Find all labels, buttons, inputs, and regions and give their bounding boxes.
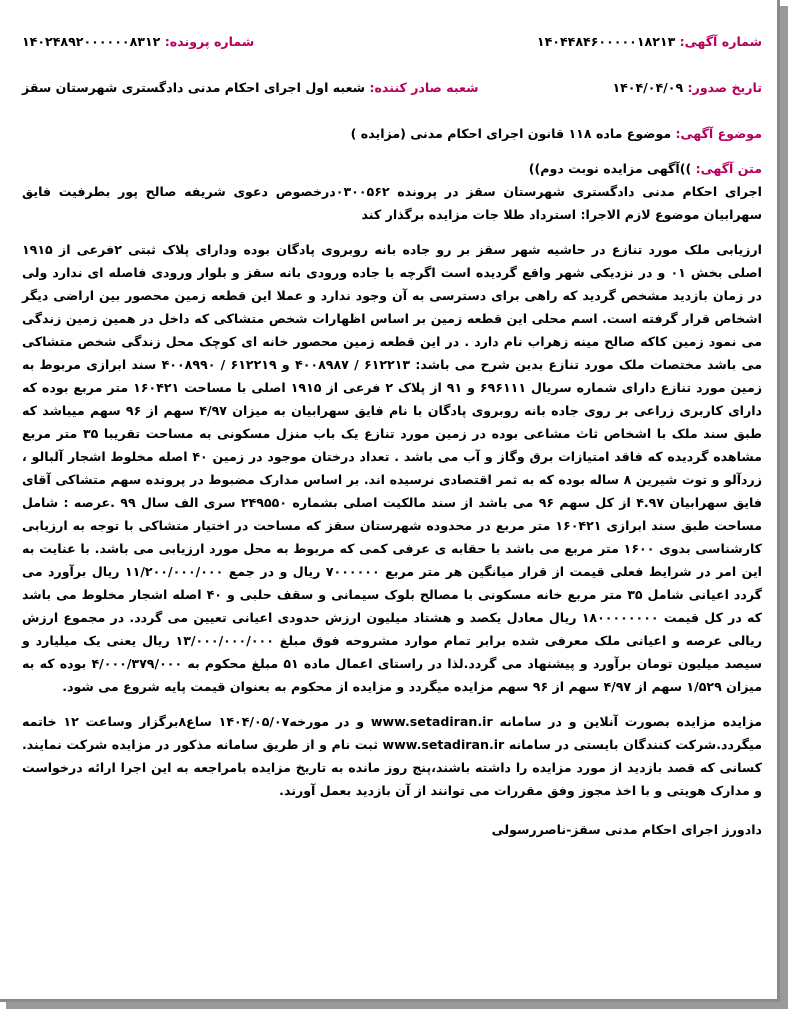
- issuer: [22, 76, 478, 100]
- case-number-value: ۱۴۰۲۴۸۹۲۰۰۰۰۰۰۸۳۱۲: [22, 34, 161, 49]
- auction-details-paragraph: مزایده مزایده بصورت آنلاین و در سامانه www.setadiran.ir و در مورخه۱۴۰۴/۰۵/۰۷ ساع۸برگزار وساعت ۱۲ خاتمه میگردد.شرکت کنندگان بایستی در سامانه www.setadiran.ir ثبت نام و از طریق سامانه مذکور در مزایده شرکت نمایند. کسانی که قصد بازدید از مورد مزایده را داشته باشند،پنج روز مانده به تاریخ مزایده بامراجعه به این اجرا ارائه درخواست و مدارک هویتی و با اخذ مجوز وفق مقررات می توانند از آن بازدید بعمل آورند.: [22, 714, 763, 798]
- issue-date-value: ۱۴۰۴/۰۴/۰۹: [612, 80, 684, 95]
- issue-date: [612, 76, 762, 100]
- issuer-value: شعبه اول اجرای احکام مدنی دادگستری شهرستان سقز: [22, 80, 366, 95]
- notice-number-value: ۱۴۰۴۴۸۴۶۰۰۰۰۰۱۸۲۱۳: [536, 34, 676, 49]
- body-title-value: ))آگهی مزایده نوبت دوم)): [528, 161, 692, 176]
- notice-content: [22, 30, 762, 841]
- appraisal-paragraph: ارزیابی ملک مورد تنازع در حاشیه شهر سقز بر رو جاده بانه روبروی پادگان بوده ودارای پلاک ثبتی ۲فرعی از ۱۹۱۵ اصلی بخش ۰۱ و در نزدیکی شهر واقع گردیده است اگرچه با جاده ورودی بانه سقز و بلوار ورودی فاصله ای ندارد ولی در زمان بازدید مشخص گردید که راهی برای دسترسی به آن وجود ندارد و عملا این قطعه زمین محصور بین اراضی دیگر اشخاص قرار گرفته است. اسم محلی این قطعه زمین بر اساس اظهارات شخص متشاکی که داخل در همین زمین زندگی می نمود زمین کاکه صالح مینه زهراب نام دارد . در این قطعه زمین محصور خانه ای کوچک محل زندگی شخص متشاکی می باشد مختصات ملک مورد تنازع بدین شرح می باشد: ۶۱۲۲۱۳ / ۴۰۰۸۹۸۷ و ۶۱۲۲۱۹ / ۴۰۰۸۹۹۰ سند ابرازی مربوط به زمین مورد تنازع دارای شماره سریال ۶۹۶۱۱۱ و ۹۱ از پلاک ۲ فرعی از ۱۹۱۵ اصلی با مساحت ۱۶۰۴۲۱ متر مربع بوده که دارای کاربری زراعی بر روی جاده بانه روبروی پادگان با نام فایق سهرابیان به میزان ۴/۹۷ سهم از ۹۶ سهم میباشد که طبق سند ملک با اشخاص ثاث مشاعی بوده در زمین مورد تنازع یک باب منزل مسکونی به مساحت تقریبا ۳۵ متر مربع مشاهده گردیده که فاقد امتیازات برق وگاز و آب می باشد . تعداد درختان موجود در زمین ۴۰ اصله مخلوط اشجار آلبالو ، زردآلو و توت شیرین ۸ ساله بوده که به ثمر اقتصادی نرسیده اند. بر اساس مدارک مضبوط در پرونده سهم متشاکی آقای فایق سهرابیان ۴.۹۷ از کل سهم ۹۶ می باشد از سند مالکیت اصلی بشماره ۲۴۹۵۵۰ سری الف سال ۹۹ .عرصه : شامل مساحت طبق سند ابرازی ۱۶۰۴۲۱ متر مربع در محدوده شهرستان سقز که مساحت در اختیار متشاکی با توجه به ارزیابی کارشناسی بدوی ۱۶۰۰ متر مربع می باشد با حقابه ی عرفی کمی که مربوط به محل مورد ارزیابی می باشد. با عنایت به این امر در شرایط فعلی قیمت از قرار میانگین هر متر مربع ۷۰۰۰۰۰۰ ریال و در جمع ۱۱/۲۰۰/۰۰۰/۰۰۰ ریال برآورد می گردد اعیانی شامل ۳۵ متر مربع خانه مسکونی با مصالح بلوک سیمانی و سقف حلبی و ۴۰ اصله اشجار مخلوط می باشد که در کل قیمت ۱۸۰۰۰۰۰۰۰۰ ریال معادل یکصد و هشتاد میلیون ارزش حدودی اعیانی تعیین می گردد. در مجموع ارزش ریالی عرصه و اعیانی ملک معرفی شده برابر تمام موارد مشروحه فوق مبلغ ۱۳/۰۰۰/۰۰۰/۰۰۰ ریال یعنی یک میلیارد و سیصد میلیون تومان برآورد و پیشنهاد می گردد.لذا در راستای اعمال ماده ۵۱ مبلغ محکوم به ۴/۰۰۰/۳۷۹/۰۰۰ بوده که به میزان ۱/۵۲۹ سهم از ۴/۹۷ سهم از ۹۶ سهم مزایده میگردد و مزایده از محکوم به بعنوان قیمت پایه شروع می شود.: [22, 242, 763, 694]
- issuer-label: شعبه صادر کننده:: [369, 80, 479, 95]
- frame-shadow-right: [780, 6, 788, 1006]
- frame-shadow-bottom: [6, 1002, 788, 1009]
- intro-paragraph: اجرای احکام مدنی دادگستری شهرستان سقز در پرونده ۰۳۰۰۵۶۲درخصوص دعوی شریفه صالح پور بطرفیت فایق سهرابیان موضوع لازم الاجرا: استرداد طلا جات مزایده برگذار کند: [22, 184, 762, 222]
- subject-label: موضوع آگهی:: [675, 126, 762, 141]
- notice-number-label: شماره آگهی:: [679, 34, 762, 49]
- notice-number: [537, 30, 762, 54]
- header-row-2: [22, 76, 762, 100]
- issue-date-label: تاریخ صدور:: [687, 80, 762, 95]
- body-title-line: [22, 157, 762, 180]
- subject-line: [22, 122, 762, 145]
- header-row-1: [22, 30, 762, 54]
- subject-value: موضوع ماده ۱۱۸ قانون اجرای احکام مدنی (مزایده ): [350, 126, 672, 141]
- body-title-label: متن آگهی:: [695, 161, 762, 176]
- signature: دادورز اجرای احکام مدنی سقز-ناصررسولی: [491, 822, 762, 837]
- case-number-label: شماره پرونده:: [164, 34, 255, 49]
- case-number: [22, 30, 254, 54]
